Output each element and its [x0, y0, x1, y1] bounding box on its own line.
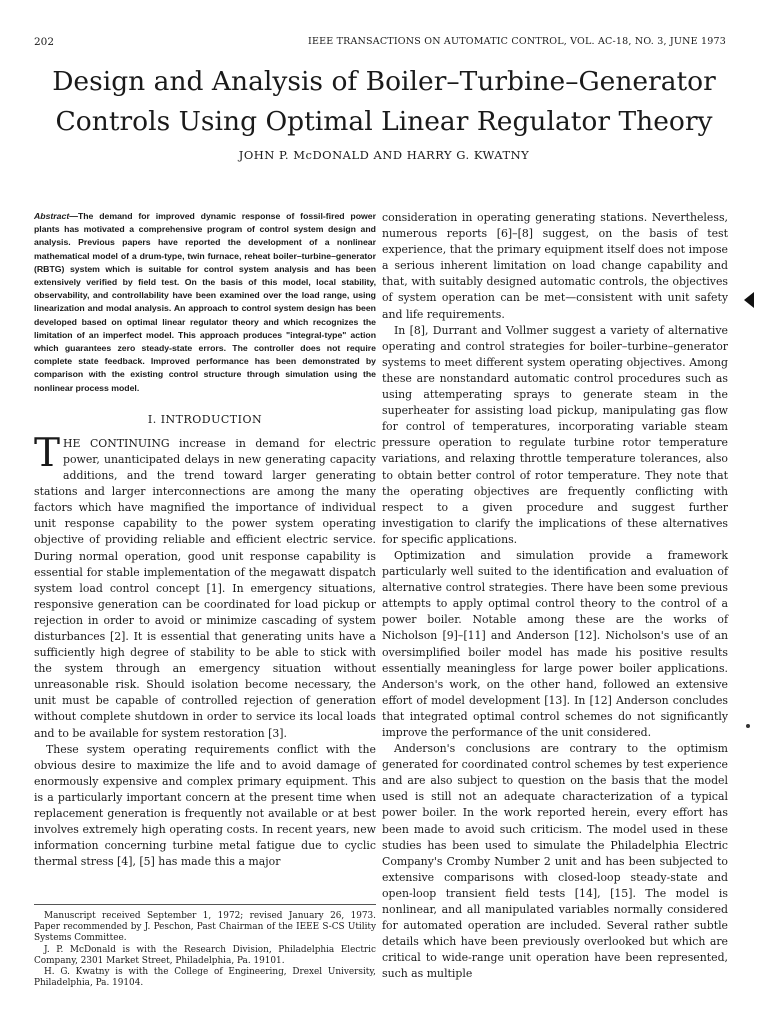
authors: JOHN P. McDONALD AND HARRY G. KWATNY: [238, 148, 530, 162]
abstract: [34, 210, 376, 395]
paper-title: [30, 62, 738, 142]
right-column: [382, 210, 728, 983]
right-paragraph-2: In [8], Durrant and Vollmer suggest a variety of alternative operating and control strategies for boiler–turbine–generator systems to meet different system operating objectives. Among these are nonstandard automatic control procedures such as using attemperating sprays to generate steam in the superheater for assisting load pickup, manipulating gas flow for control of temperatures, incorporating variable steam pressure operation to regulate turbine rotor temperature variations, and relaxing throttle temperature tolerances, also to obtain better control of rotor temperature. They note that the operating objectives are frequently conflicting with respect to a given procedure and suggest further investigation to clarify the implications of these alternatives for specific applications.: [382, 323, 728, 546]
introduction-body: [34, 430, 376, 871]
intro-paragraph-1-text: HE CONTINUING increase in demand for electric power, unanticipated delays in new generating capacity additions, and the trend toward larger generating stations and larger interconnections are among the many factors which have magnified the importance of individual unit response capability to the power system operating objective of providing reliable and efficient electric service. During normal operation, good unit response capability is essential for stable implementation of the megawatt dispatch system load control concept [1]. In emergency situations, responsive generation can be coordinated for load pickup or rejection in order to avoid or minimize cascading of system disturbances [2]. It is essential that generating units have a sufficiently high degree of stability to be able to stick with the system through an emergency situation without unreasonable risk. Should isolation become necessary, the unit must be capable of controlled rejection of generation without complete shutdown in order to service its local loads and to be available for system restoration [3].: [34, 436, 376, 740]
journal-citation: IEEE TRANSACTIONS ON AUTOMATIC CONTROL, VOL. AC-18, NO. 3, JUNE 1973: [308, 36, 726, 47]
right-paragraph-4: Anderson's conclusions are contrary to the optimism generated for coordinated control schemes by test experience and are also subject to question on the basis that the model used is still not an adequate characterization of a typical power boiler. In the work reported herein, every effort has been made to avoid such criticism. The model used in these studies has been used to simulate the Philadelphia Electric Company's Cromby Number 2 unit and has been subjected to extensive comparisons with closed-loop steady-state and open-loop transient field tests [14], [15]. The model is nonlinear, and all manipulated variables normally considered for automated operation are included. Several rather subtle details which have been previously overlooked but which are critical to wide-range unit operation have been represented, such as multiple: [382, 742, 728, 981]
running-head: [34, 34, 726, 50]
footnote-kwatny: H. G. Kwatny is with the College of Engineering, Drexel University, Philadelphia, Pa. 19104.: [34, 967, 376, 989]
section-heading: I. INTRODUCTION: [147, 412, 263, 426]
margin-dot-mark: [746, 724, 750, 728]
intro-paragraph-2: These system operating requirements conflict with the obvious desire to maximize the life and to avoid damage of enormously expensive and complex primary equipment. This is a particularly important concern at the present time when replacement generation is frequently not available or at best involves extremely high operating costs. In recent years, new information concerning turbine metal fatigue due to cyclic thermal stress [4], [5] has made this a major: [34, 742, 376, 869]
drop-cap: T: [34, 430, 61, 476]
margin-arrow-mark: [744, 292, 754, 308]
right-paragraph-1: consideration in operating generating stations. Nevertheless, numerous reports [6]–[8] suggest, on the basis of test experience, that the primary equipment itself does not impose a serious inherent limitation on load change capability and that, with suitably designed automatic controls, the objectives of system operation can be met—consistent with unit safety and life requirements.: [382, 211, 728, 321]
left-column: [34, 210, 376, 870]
intro-paragraph-1: [34, 430, 376, 742]
title-line-1: Design and Analysis of Boiler–Turbine–Generator: [52, 66, 716, 97]
footnote-manuscript: Manuscript received September 1, 1972; revised January 26, 1973. Paper recommended by J. Peschon, Past Chairman of the IEEE S-CS Utility Systems Committee.: [34, 911, 376, 944]
abstract-text: The demand for improved dynamic response of fossil-fired power plants has motivated a comprehensive program of control system design and analysis. Previous papers have reported the development of a nonlinear mathematical model of a drum-type, twin furnace, reheat boiler–turbine–generator (RBTG) system which is suitable for control system analysis and has been extensively verified by field test. On the basis of this model, local stability, observability, and controllability have been examined over the load range, using linearization and modal analysis. An approach to control system design has been developed based on optimal linear regulator theory and which recognizes the limitation of an imperfect model. This approach produces "integral-type" action which guarantees zero steady-state errors. The controller does not require complete state feedback. Improved performance has been demonstrated by comparison with the existing control structure through simulation using the nonlinear process model.: [34, 211, 376, 393]
abstract-label: Abstract—: [34, 211, 78, 221]
footnotes: [34, 904, 376, 989]
footnote-mcdonald: J. P. McDonald is with the Research Division, Philadelphia Electric Company, 2301 Market Street, Philadelphia, Pa. 19101.: [34, 944, 376, 966]
page-number: 202: [34, 36, 55, 48]
right-paragraph-3: Optimization and simulation provide a framework particularly well suited to the identification and evaluation of alternative control strategies. There have been some previous attempts to apply optimal control theory to the control of a power boiler. Notable among these are the works of Nicholson [9]–[11] and Anderson [12]. Nicholson's use of an oversimplified boiler model has made his positive results essentially meaningless for large power boiler applications. Anderson's work, on the other hand, followed an extensive effort of model development [13]. In [12] Anderson concludes that integrated optimal control schemes do not significantly improve the performance of the unit considered.: [382, 548, 728, 739]
title-line-2: Controls Using Optimal Linear Regulator Theory: [55, 106, 713, 137]
